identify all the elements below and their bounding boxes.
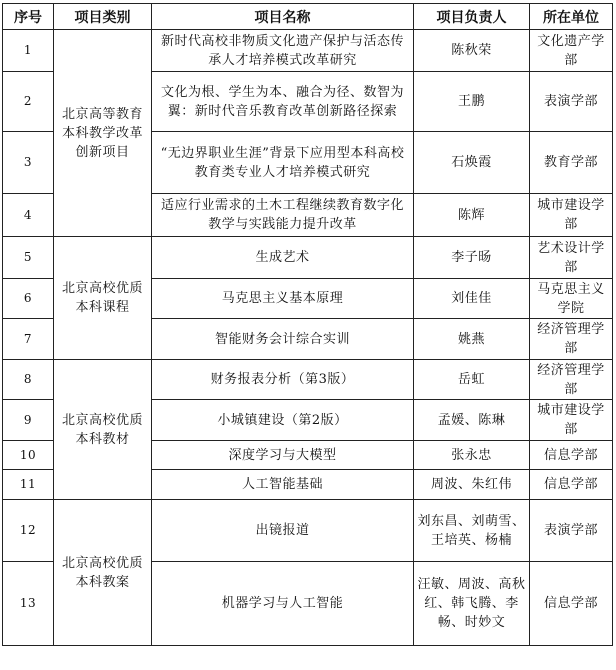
row-seq: 13 bbox=[3, 562, 54, 646]
row-unit: 信息学部 bbox=[530, 441, 613, 470]
row-seq: 11 bbox=[3, 470, 54, 500]
row-leader: 刘佳佳 bbox=[414, 279, 530, 319]
row-unit: 表演学部 bbox=[530, 72, 613, 132]
row-project-name: 出镜报道 bbox=[152, 500, 414, 562]
row-seq: 5 bbox=[3, 237, 54, 279]
row-seq: 1 bbox=[3, 30, 54, 72]
row-unit: 表演学部 bbox=[530, 500, 613, 562]
row-seq: 6 bbox=[3, 279, 54, 319]
table-row bbox=[3, 500, 613, 562]
row-unit: 马克思主义学院 bbox=[530, 279, 613, 319]
row-unit: 文化遗产学部 bbox=[530, 30, 613, 72]
row-seq: 7 bbox=[3, 319, 54, 360]
category-cell: 北京高校优质本科课程 bbox=[54, 237, 152, 360]
row-seq: 9 bbox=[3, 400, 54, 441]
row-leader: 王鹏 bbox=[414, 72, 530, 132]
row-seq: 12 bbox=[3, 500, 54, 562]
row-leader: 孟媛、陈琳 bbox=[414, 400, 530, 441]
project-table bbox=[2, 3, 613, 646]
row-leader: 李子旸 bbox=[414, 237, 530, 279]
row-unit: 信息学部 bbox=[530, 562, 613, 646]
row-leader: 刘东昌、刘萌雪、王培英、杨楠 bbox=[414, 500, 530, 562]
row-seq: 4 bbox=[3, 194, 54, 237]
category-cell: 北京高校优质本科教案 bbox=[54, 500, 152, 646]
row-project-name: 文化为根、学生为本、融合为径、数智为翼：新时代音乐教育改革创新路径探索 bbox=[152, 72, 414, 132]
header-category: 项目类别 bbox=[54, 4, 152, 30]
row-seq: 3 bbox=[3, 132, 54, 194]
table-header-row bbox=[3, 4, 613, 30]
row-project-name: 适应行业需求的土木工程继续教育数字化教学与实践能力提升改革 bbox=[152, 194, 414, 237]
row-project-name: “无边界职业生涯”背景下应用型本科高校教育类专业人才培养模式研究 bbox=[152, 132, 414, 194]
header-unit: 所在单位 bbox=[530, 4, 613, 30]
header-leader: 项目负责人 bbox=[414, 4, 530, 30]
row-leader: 石焕霞 bbox=[414, 132, 530, 194]
table-row bbox=[3, 30, 613, 72]
row-project-name: 小城镇建设（第2版） bbox=[152, 400, 414, 441]
row-project-name: 深度学习与大模型 bbox=[152, 441, 414, 470]
row-project-name: 智能财务会计综合实训 bbox=[152, 319, 414, 360]
row-project-name: 马克思主义基本原理 bbox=[152, 279, 414, 319]
header-project-name: 项目名称 bbox=[152, 4, 414, 30]
row-project-name: 财务报表分析（第3版） bbox=[152, 360, 414, 400]
row-unit: 经济管理学部 bbox=[530, 319, 613, 360]
table-row bbox=[3, 237, 613, 279]
category-cell: 北京高校优质本科教材 bbox=[54, 360, 152, 500]
row-leader: 汪敏、周波、高秋红、韩飞腾、李畅、时妙文 bbox=[414, 562, 530, 646]
row-unit: 教育学部 bbox=[530, 132, 613, 194]
category-cell: 北京高等教育本科教学改革创新项目 bbox=[54, 30, 152, 237]
row-leader: 陈秋荣 bbox=[414, 30, 530, 72]
row-unit: 信息学部 bbox=[530, 470, 613, 500]
row-unit: 城市建设学部 bbox=[530, 194, 613, 237]
table-row bbox=[3, 360, 613, 400]
row-leader: 姚燕 bbox=[414, 319, 530, 360]
row-project-name: 机器学习与人工智能 bbox=[152, 562, 414, 646]
row-unit: 经济管理学部 bbox=[530, 360, 613, 400]
row-seq: 10 bbox=[3, 441, 54, 470]
row-unit: 城市建设学部 bbox=[530, 400, 613, 441]
row-seq: 2 bbox=[3, 72, 54, 132]
row-project-name: 人工智能基础 bbox=[152, 470, 414, 500]
header-seq: 序号 bbox=[3, 4, 54, 30]
row-leader: 陈辉 bbox=[414, 194, 530, 237]
row-unit: 艺术设计学部 bbox=[530, 237, 613, 279]
row-project-name: 新时代高校非物质文化遗产保护与活态传承人才培养模式改革研究 bbox=[152, 30, 414, 72]
row-leader: 周波、朱红伟 bbox=[414, 470, 530, 500]
row-leader: 岳虹 bbox=[414, 360, 530, 400]
row-project-name: 生成艺术 bbox=[152, 237, 414, 279]
row-leader: 张永忠 bbox=[414, 441, 530, 470]
row-seq: 8 bbox=[3, 360, 54, 400]
